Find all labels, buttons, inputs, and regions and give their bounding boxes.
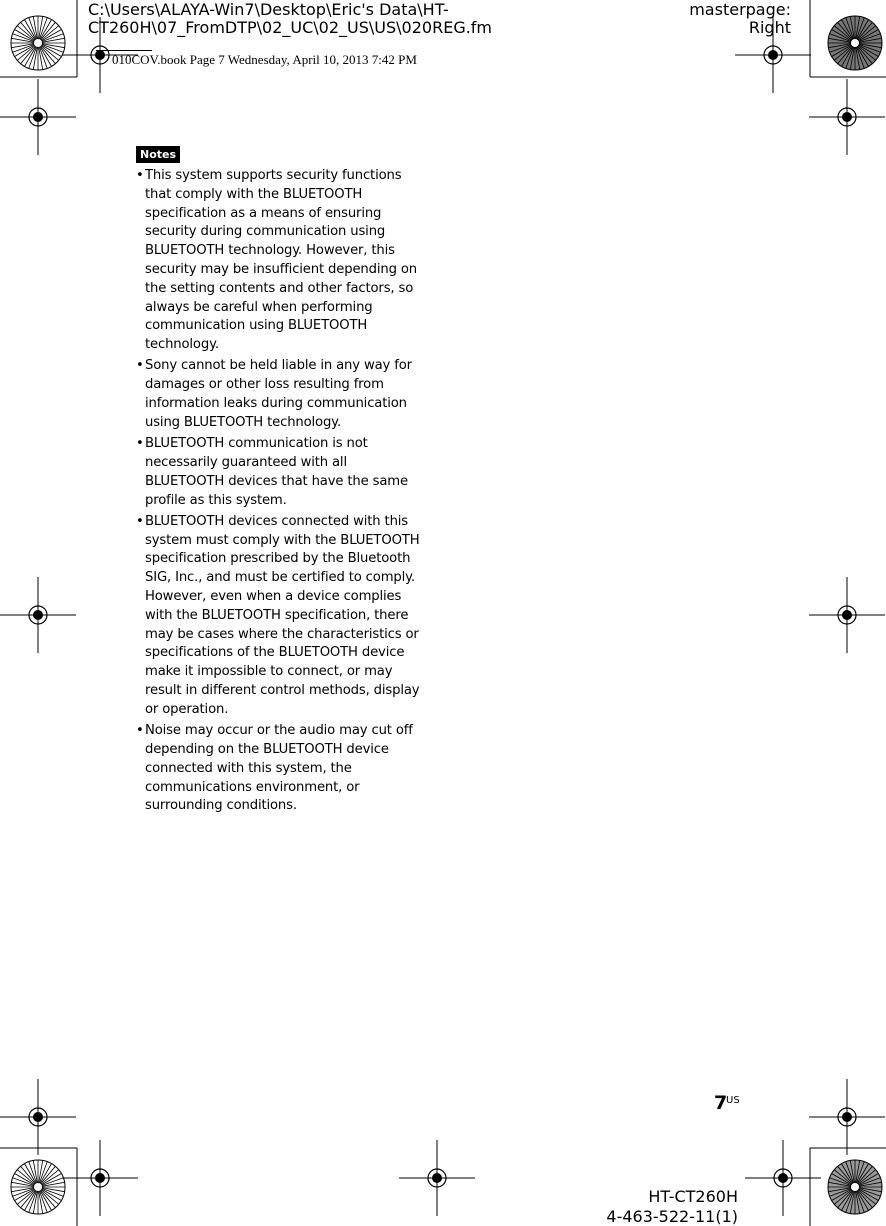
book-info-rule <box>96 50 152 51</box>
footer-model: HT-CT260H <box>648 1187 738 1206</box>
note-item: • Noise may occur or the audio may cut off depending on the BLUETOOTH device connected with this system, the communications environment, or surrounding conditions. <box>136 722 426 816</box>
footer-code: 4-463-522-11(1) <box>606 1207 738 1226</box>
page-number-suffix: US <box>726 1095 740 1106</box>
star-target-center <box>851 1183 859 1191</box>
file-path-line-2: CT260H\07_FromDTP\02_UC\02_US\US\020REG.fm <box>88 18 493 37</box>
book-info: 010COV.book Page 7 Wednesday, April 10, 2013 7:42 PM <box>112 52 417 67</box>
masterpage-value: Right <box>748 18 791 37</box>
notes-badge: Notes <box>136 146 180 163</box>
note-item: • BLUETOOTH devices connected with this system must comply with the BLUETOOTH specification prescribed by the Bluetooth SIG, Inc., and must be certified to comply. However, even when a device complies with the BLUETOOTH specification, there may be cases where the characteristics or specifications of the BLUETOOTH device make it impossible to connect, or may result in different control methods, display or operation. <box>136 513 426 720</box>
note-item: • Sony cannot be held liable in any way for damages or other loss resulting from information leaks during communication using BLUETOOTH technology. <box>136 357 426 432</box>
star-target-center <box>34 1183 42 1191</box>
star-target-center <box>34 39 42 47</box>
note-item: • This system supports security functions that comply with the BLUETOOTH specification as a means of ensuring security during communication using BLUETOOTH technology. However, this security may be insufficient depending on the setting contents and other factors, so always be careful when performing communication using BLUETOOTH technology. <box>136 167 426 355</box>
notes-list <box>136 167 426 819</box>
file-path-line-1: C:\Users\ALAYA-Win7\Desktop\Eric's Data\HT- <box>88 0 449 19</box>
page-number: 7 <box>714 1092 727 1114</box>
star-target-center <box>851 39 859 47</box>
note-item: • BLUETOOTH communication is not necessarily guaranteed with all BLUETOOTH devices that have the same profile as this system. <box>136 435 426 510</box>
masterpage-label: masterpage: <box>689 0 791 19</box>
